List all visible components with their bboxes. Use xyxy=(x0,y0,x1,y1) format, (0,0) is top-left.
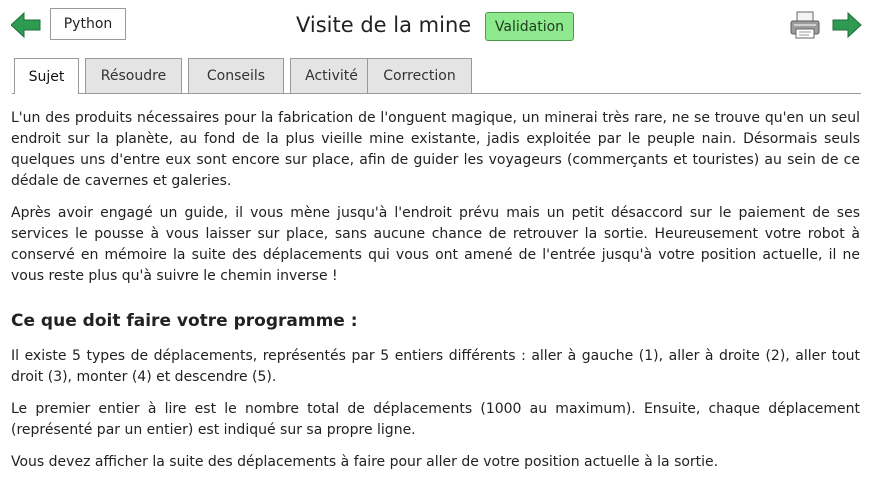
output-paragraph: Vous devez afficher la suite des déplacements à faire pour aller de votre position actuelle à la sortie. xyxy=(11,454,719,470)
story-paragraph: Après avoir engagé un guide, il vous mène jusqu'à l'endroit prévu mais un petit désaccord sur le paiement de ses services le pousse à vous laisser sur place, sans aucune chance de retrouver la sortie. Heureusement votre robot à conservé en mémoire la suite des déplacements qui vous ont amené de l'entrée jusqu'à votre position actuelle, il ne vous reste plus qu'à suivre le chemin inverse ! xyxy=(11,205,860,284)
printer-icon[interactable] xyxy=(789,11,821,39)
tab-sujet[interactable]: Sujet xyxy=(14,58,79,94)
tab-bar xyxy=(12,58,861,94)
left-arrow-icon[interactable] xyxy=(11,12,41,38)
input-paragraph: Le premier entier à lire est le nombre total de déplacements (1000 au maximum). Ensuite, chaque déplacement (représenté par un entier) est indiqué sur sa propre ligne. xyxy=(11,401,860,438)
validation-button[interactable]: Validation xyxy=(485,12,574,41)
tabs-divider xyxy=(12,93,861,94)
moves-paragraph: Il existe 5 types de déplacements, représentés par 5 entiers différents : aller à gauche (1), aller à droite (2), aller tout droit (3), monter (4) et descendre (5). xyxy=(11,348,860,385)
tab-activite[interactable]: Activité xyxy=(290,58,373,93)
tab-resoudre[interactable]: Résoudre xyxy=(85,58,182,93)
section-heading: Ce que doit faire votre programme : xyxy=(11,311,358,331)
intro-paragraph: L'un des produits nécessaires pour la fabrication de l'onguent magique, un minerai très rare, ne se trouve qu'en un seul endroit sur la planète, au fond de la plus vieille mine existante, jadis exploitée par le peuple nain. Désormais seuls quelques uns d'entre eux sont encore sur place, afin de guider les voyageurs (commerçants et touristes) au sein de ce dédale de cavernes et galeries. xyxy=(11,110,860,189)
tab-conseils[interactable]: Conseils xyxy=(188,58,284,93)
tab-correction[interactable]: Correction xyxy=(367,58,472,93)
problem-statement xyxy=(11,108,860,484)
page-title: Visite de la mine xyxy=(296,13,472,37)
language-button[interactable]: Python xyxy=(50,8,126,40)
right-arrow-icon[interactable] xyxy=(832,12,862,38)
